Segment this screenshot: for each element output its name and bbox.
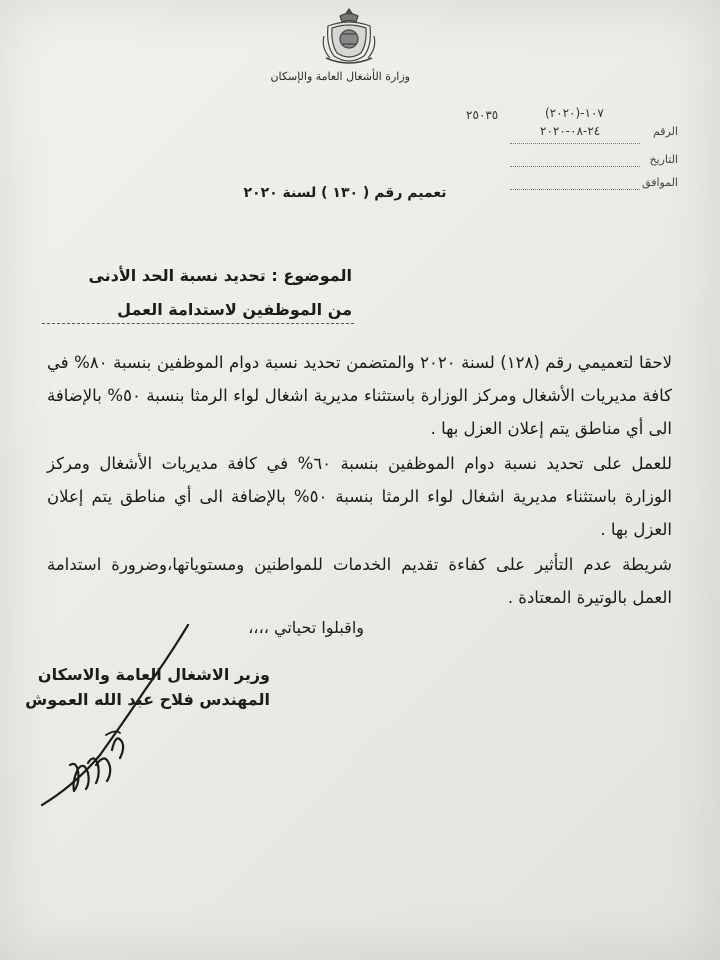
ministry-name: وزارة الأشغال العامة والإسكان [270,70,410,83]
subject-underline [42,323,354,324]
date-value: ٢٤-٠٨-٢٠٢٠ [540,124,601,138]
body-paragraph-2: للعمل على تحديد نسبة دوام الموظفين بنسبة ٦٠% في كافة مديريات الأشغال ومركز الوزارة باستثناء مديرية اشغال لواء الرمثا بنسبة ٥٠% بالإضافة الى أي مناطق يتم إعلان العزل بها . [47,454,672,539]
closing-line: واقبلوا تحياتي ،،،، [248,618,364,637]
reference-top-number: ٢٥٠٣٥ [466,108,499,122]
date-line [510,165,640,167]
hijri-line [510,188,640,190]
hijri-label: الموافق [642,176,678,189]
body-paragraph-1: لاحقا لتعميمي رقم (١٢٨) لسنة ٢٠٢٠ والمتضمن تحديد نسبة دوام الموظفين بنسبة ٨٠% في كافة مديريات الأشغال ومركز الوزارة باستثناء مديرية اشغال لواء الرمثا بنسبة ٥٠% بالإضافة الى أي مناطق يتم إعلان العزل بها . [47,353,672,438]
date-label: التاريخ [649,153,678,166]
reference-number: ١٠٧-(٢٠٢٠) [545,106,604,120]
body-paragraph-3: شريطة عدم التأثير على كفاءة تقديم الخدمات للمواطنين ومستوياتها،وضرورة استدامة العمل بالوتيرة المعتادة . [47,555,672,607]
coat-of-arms-icon [318,6,380,68]
subject-line-1: الموضوع : تحديد نسبة الحد الأدنى [88,266,352,285]
ref-label: الرقم [652,125,678,138]
minister-name: المهندس فلاح عبد الله العموش [25,690,270,709]
subject-line-2: من الموظفين لاستدامة العمل [117,300,352,319]
minister-title: وزير الاشغال العامة والاسكان [37,665,270,684]
handwritten-signature [30,615,230,815]
ref-line [510,142,640,144]
circular-title: تعميم رقم ( ١٣٠ ) لسنة ٢٠٢٠ [243,185,447,201]
